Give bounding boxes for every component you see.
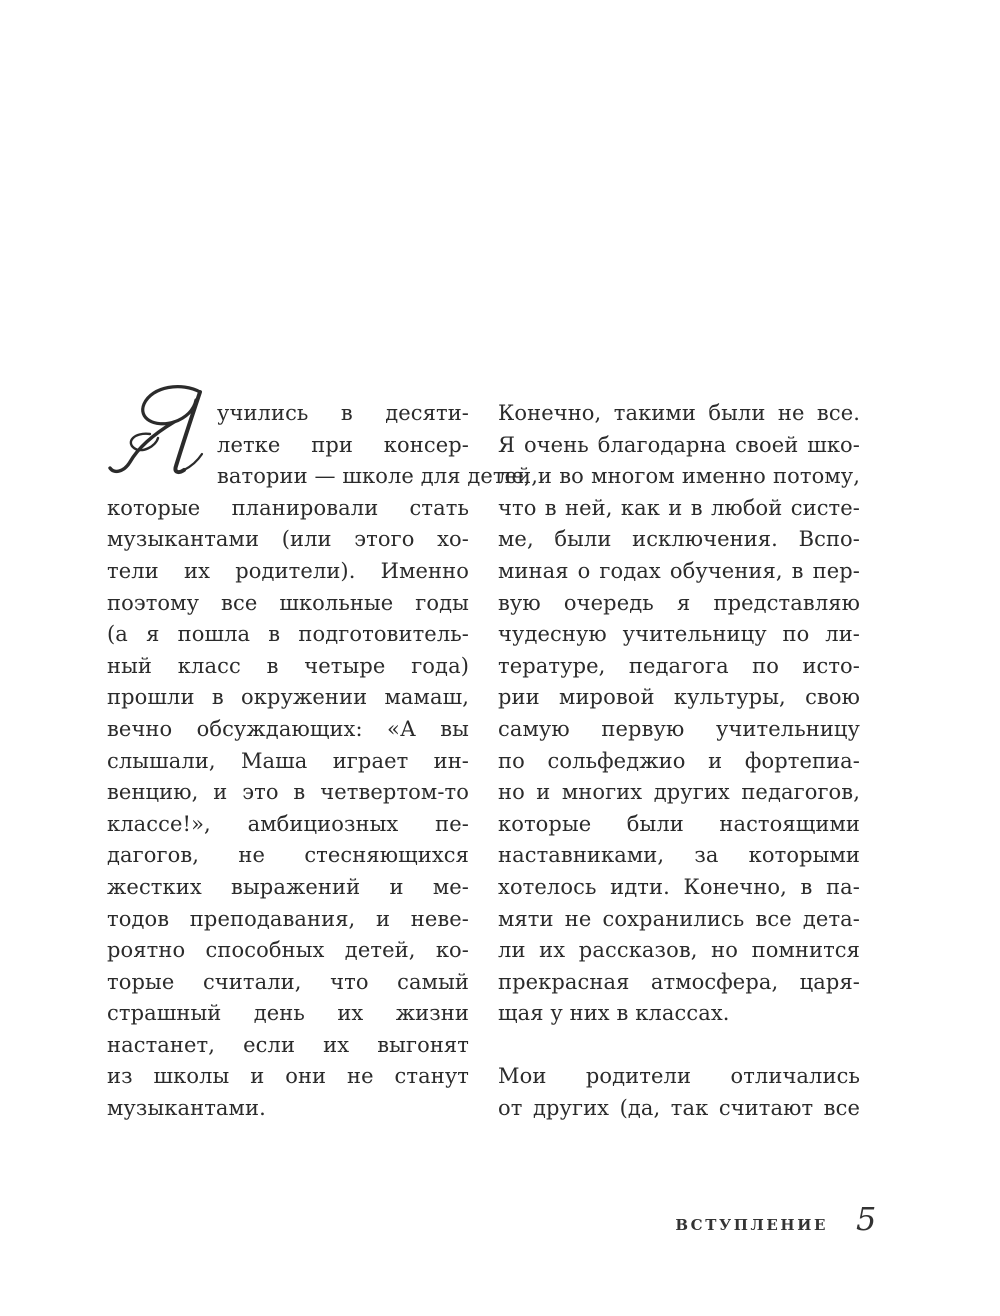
text-line: миная о годах обучения, в пер- xyxy=(498,558,860,583)
text-line: от других (да, так считают все xyxy=(498,1096,860,1121)
text-line: но и многих других педагогов, xyxy=(498,780,860,805)
text-line: музыкантами (или этого хо- xyxy=(107,527,469,552)
text-line: поэтому все школьные годы xyxy=(107,590,469,615)
text-line: самую первую учительницу xyxy=(498,716,860,741)
text-line: наставниками, за которыми xyxy=(498,843,860,868)
page-number: 5 xyxy=(856,1200,877,1238)
text-line: Я очень благодарна своей шко- xyxy=(498,432,860,457)
text-line: роятно способных детей, ко- xyxy=(107,938,469,963)
text-line: классе!», амбициозных пе- xyxy=(107,811,469,836)
text-line: ме, были исключения. Вспо- xyxy=(498,527,860,552)
text-column-left xyxy=(107,398,538,1125)
text-column-right xyxy=(498,398,860,1125)
text-line: тели их родители). Именно xyxy=(107,558,469,583)
text-line: Мои родители отличались xyxy=(498,1064,860,1089)
text-line: из школы и они не станут xyxy=(107,1064,469,1089)
text-line: мяти не сохранились все дета- xyxy=(498,906,860,931)
text-line: рии мировой культуры, свою xyxy=(498,685,860,710)
text-line: которые были настоящими xyxy=(498,811,860,836)
text-line: по сольфеджио и фортепиа- xyxy=(498,748,860,773)
text-line: которые планировали стать xyxy=(107,495,469,520)
text-line: летке при консер- xyxy=(217,432,469,457)
text-line: страшный день их жизни xyxy=(107,1001,469,1026)
text-line: ле, и во многом именно потому, xyxy=(498,464,860,489)
text-line: прошли в окружении мамаш, xyxy=(107,685,469,710)
text-line: (а я пошла в подготовитель- xyxy=(107,622,469,647)
text-line: чудесную учительницу по ли- xyxy=(498,622,860,647)
text-line: венцию, и это в четвертом-то xyxy=(107,780,469,805)
paragraph-gap xyxy=(498,1030,860,1062)
text-line: хотелось идти. Конечно, в па- xyxy=(498,874,860,899)
text-line: Конечно, такими были не все. xyxy=(498,401,860,425)
text-line: слышали, Маша играет ин- xyxy=(107,748,469,773)
running-footer-section: ВСТУПЛЕНИЕ xyxy=(675,1216,828,1234)
text-line: тературе, педагога по исто- xyxy=(498,653,860,678)
text-line: жестких выражений и ме- xyxy=(107,874,469,899)
text-line: учились в десяти- xyxy=(217,401,469,425)
text-line: дагогов, не стесняющихся xyxy=(107,843,469,868)
text-line: прекрасная атмосфера, царя- xyxy=(498,969,860,994)
text-line: ватории — школе для детей, xyxy=(217,464,538,489)
text-line: что в ней, как и в любой систе- xyxy=(498,495,860,520)
text-line: ли их рассказов, но помнится xyxy=(498,938,860,963)
text-line: вечно обсуждающих: «А вы xyxy=(107,716,469,741)
text-line: тодов преподавания, и неве- xyxy=(107,906,469,931)
text-line: музыкантами. xyxy=(107,1096,266,1121)
text-line: ный класс в четыре года) xyxy=(107,653,469,678)
text-line: торые считали, что самый xyxy=(107,969,469,994)
text-line: щая у них в классах. xyxy=(498,1001,730,1026)
text-line: вую очередь я представляю xyxy=(498,590,860,615)
text-line: настанет, если их выгонят xyxy=(107,1032,469,1057)
